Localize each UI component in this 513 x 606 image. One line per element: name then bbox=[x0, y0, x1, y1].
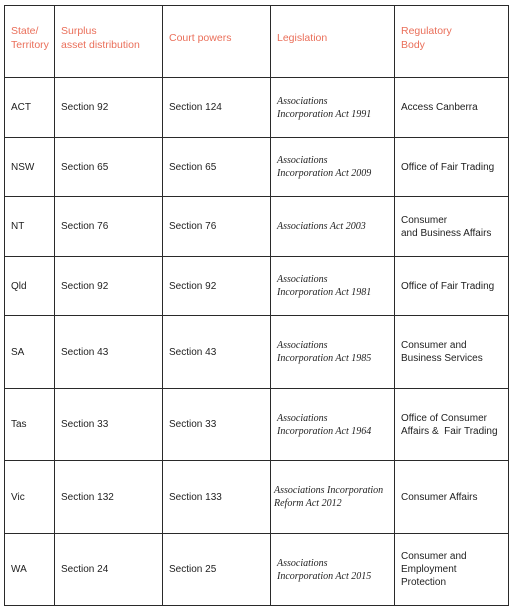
header-court-powers bbox=[163, 6, 271, 78]
legislation-line: Incorporation Act 1985 bbox=[277, 353, 372, 364]
table-row bbox=[5, 197, 509, 257]
regulatory-line: Protection bbox=[401, 577, 447, 588]
legislation-line: Associations bbox=[277, 155, 328, 166]
cell-court: Section 43 bbox=[163, 316, 271, 389]
cell-legislation bbox=[271, 257, 395, 316]
regulatory-line: Office of Fair Trading bbox=[401, 161, 495, 173]
header-legislation bbox=[271, 6, 395, 78]
cell-legislation bbox=[271, 197, 395, 257]
cell-court: Section 133 bbox=[163, 461, 271, 534]
regulatory-line: Consumer bbox=[401, 214, 448, 226]
header-line: Territory bbox=[11, 38, 49, 51]
legislation-line: Incorporation Act 2015 bbox=[277, 570, 372, 582]
legislation-line: Associations Incorporation bbox=[274, 485, 384, 496]
table-row bbox=[5, 78, 509, 138]
regulatory-line: Affairs & Fair Trading bbox=[401, 425, 498, 437]
legislation-line: Incorporation Act 2009 bbox=[277, 168, 372, 179]
header-regulatory-body bbox=[395, 6, 509, 78]
table-body bbox=[5, 78, 509, 606]
cell-legislation bbox=[271, 78, 395, 138]
header-line: Surplus bbox=[61, 24, 97, 37]
cell-surplus: Section 43 bbox=[55, 316, 163, 389]
legislation-line: Associations bbox=[277, 274, 328, 285]
table-row bbox=[5, 461, 509, 534]
table-row bbox=[5, 316, 509, 389]
cell-court: Section 124 bbox=[163, 78, 271, 138]
legislation-line: Associations bbox=[277, 340, 328, 351]
cell-state: NT bbox=[5, 197, 55, 257]
cell-surplus: Section 92 bbox=[55, 78, 163, 138]
regulatory-line: Business Services bbox=[401, 353, 483, 364]
cell-regulatory-body bbox=[395, 138, 509, 197]
legislation-line: Incorporation Act 1981 bbox=[277, 287, 372, 298]
header-line: Court powers bbox=[169, 31, 232, 44]
cell-regulatory-body bbox=[395, 461, 509, 534]
cell-surplus: Section 76 bbox=[55, 197, 163, 257]
header-line: Body bbox=[401, 38, 425, 51]
cell-regulatory-body bbox=[395, 257, 509, 316]
header-line: Legislation bbox=[277, 31, 328, 44]
cell-regulatory-body bbox=[395, 389, 509, 461]
regulatory-line: Consumer and bbox=[401, 340, 467, 351]
table-row bbox=[5, 389, 509, 461]
cell-state: Vic bbox=[5, 461, 55, 534]
cell-state: Tas bbox=[5, 389, 55, 461]
cell-regulatory-body bbox=[395, 534, 509, 606]
cell-state: NSW bbox=[5, 138, 55, 197]
cell-legislation bbox=[271, 389, 395, 461]
regulatory-line: Consumer Affairs bbox=[401, 491, 478, 503]
header-line: Regulatory bbox=[401, 24, 452, 37]
cell-legislation bbox=[271, 534, 395, 606]
legislation-line: Associations Act 2003 bbox=[277, 221, 366, 232]
cell-state: ACT bbox=[5, 78, 55, 138]
legislation-line: Incorporation Act 1964 bbox=[277, 425, 372, 437]
cell-state: Qld bbox=[5, 257, 55, 316]
table-row bbox=[5, 138, 509, 197]
cell-surplus: Section 65 bbox=[55, 138, 163, 197]
regulatory-line: Office of Fair Trading bbox=[401, 280, 495, 292]
cell-legislation bbox=[271, 461, 395, 534]
cell-court: Section 65 bbox=[163, 138, 271, 197]
regulatory-line: Consumer and bbox=[401, 551, 467, 562]
cell-court: Section 33 bbox=[163, 389, 271, 461]
legislation-line: Associations bbox=[277, 95, 328, 107]
cell-legislation bbox=[271, 316, 395, 389]
associations-table bbox=[4, 5, 509, 606]
cell-court: Section 25 bbox=[163, 534, 271, 606]
cell-surplus: Section 132 bbox=[55, 461, 163, 534]
regulatory-line: and Business Affairs bbox=[401, 227, 492, 239]
cell-court: Section 76 bbox=[163, 197, 271, 257]
cell-state: WA bbox=[5, 534, 55, 606]
table-header bbox=[5, 6, 509, 78]
legislation-line: Associations bbox=[277, 557, 328, 569]
cell-state: SA bbox=[5, 316, 55, 389]
table-row bbox=[5, 534, 509, 606]
cell-surplus: Section 33 bbox=[55, 389, 163, 461]
cell-legislation bbox=[271, 138, 395, 197]
header-surplus-asset-distribution bbox=[55, 6, 163, 78]
cell-court: Section 92 bbox=[163, 257, 271, 316]
cell-regulatory-body bbox=[395, 197, 509, 257]
regulatory-line: Employment bbox=[401, 564, 457, 575]
legislation-line: Incorporation Act 1991 bbox=[277, 108, 372, 120]
table-row bbox=[5, 257, 509, 316]
cell-surplus: Section 92 bbox=[55, 257, 163, 316]
cell-regulatory-body bbox=[395, 78, 509, 138]
legislation-line: Reform Act 2012 bbox=[274, 498, 342, 509]
header-row bbox=[5, 6, 509, 78]
cell-surplus: Section 24 bbox=[55, 534, 163, 606]
cell-regulatory-body bbox=[395, 316, 509, 389]
regulatory-line: Access Canberra bbox=[401, 102, 478, 113]
regulatory-line: Office of Consumer bbox=[401, 412, 487, 424]
header-line: State/ bbox=[11, 24, 39, 37]
header-line: asset distribution bbox=[61, 38, 140, 51]
header-state-territory bbox=[5, 6, 55, 78]
legislation-line: Associations bbox=[277, 412, 328, 424]
